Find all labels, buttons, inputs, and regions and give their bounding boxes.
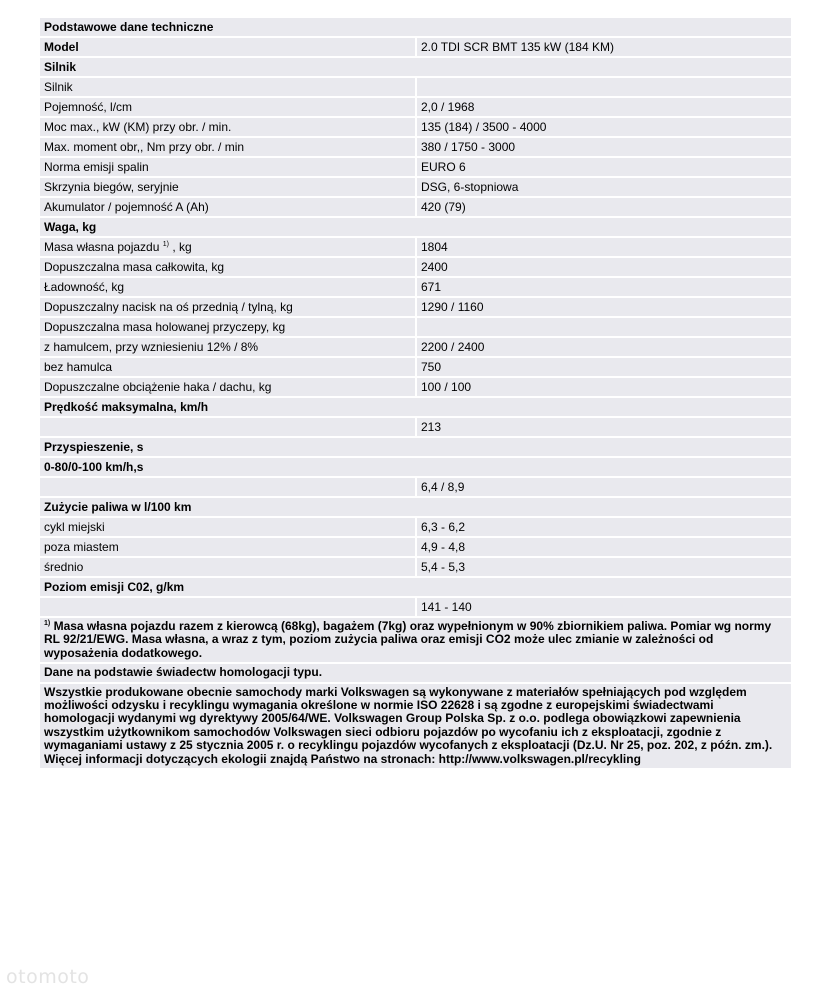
spec-value: 2200 / 2400 (417, 338, 791, 356)
section-header-row (40, 218, 791, 236)
spec-label (40, 298, 415, 316)
spec-label-text: Dopuszczalne obciążenie haka / dachu, kg (44, 380, 272, 394)
section-header-label: Przyspieszenie, s (44, 440, 144, 454)
spec-label-text: cykl miejski (44, 520, 105, 534)
spec-label (40, 258, 415, 276)
spec-value: 6,3 - 6,2 (417, 518, 791, 536)
spec-row (40, 338, 791, 356)
spec-value (417, 78, 791, 96)
spec-value: 420 (79) (417, 198, 791, 216)
spec-value: 141 - 140 (417, 598, 791, 616)
spec-value: 380 / 1750 - 3000 (417, 138, 791, 156)
spec-row (40, 598, 791, 616)
spec-label-text: Skrzynia biegów, seryjnie (44, 180, 179, 194)
section-header-row (40, 18, 791, 36)
spec-value: 4,9 - 4,8 (417, 538, 791, 556)
section-header-row (40, 578, 791, 596)
spec-row (40, 558, 791, 576)
footnote-ref: 1) (162, 241, 169, 248)
spec-label (40, 338, 415, 356)
watermark-logo: otomoto (6, 966, 90, 988)
spec-row (40, 318, 791, 336)
section-header-row (40, 458, 791, 476)
spec-row (40, 238, 791, 256)
section-header-row (40, 58, 791, 76)
section-header-row (40, 498, 791, 516)
spec-value: 1804 (417, 238, 791, 256)
spec-label (40, 238, 415, 256)
section-header-row (40, 438, 791, 456)
spec-label (40, 418, 415, 436)
spec-value: EURO 6 (417, 158, 791, 176)
spec-label (40, 138, 415, 156)
spec-label-text: poza miastem (44, 540, 119, 554)
footnote-text: Masa własna pojazdu razem z kierowcą (68kg), bagażem (7kg) oraz wypełnionym w 90% zbiornikiem paliwa. Pomiar wg normy RL 92/21/EWG. Masa własna, a wraz z tym, poziom zużycia paliwa oraz emisji CO2 może ulec zmianie w zależności od wyposażenia dodatkowego. (44, 619, 772, 660)
spec-value: 6,4 / 8,9 (417, 478, 791, 496)
footnote (40, 618, 791, 662)
spec-row (40, 478, 791, 496)
spec-label-text: Moc max., kW (KM) przy obr. / min. (44, 120, 232, 134)
spec-row (40, 418, 791, 436)
spec-label-text: Akumulator / pojemność A (Ah) (44, 200, 209, 214)
spec-label (40, 358, 415, 376)
spec-row (40, 278, 791, 296)
spec-label-text: Model (44, 40, 79, 54)
spec-value: 135 (184) / 3500 - 4000 (417, 118, 791, 136)
section-header-row (40, 398, 791, 416)
spec-value: 2.0 TDI SCR BMT 135 kW (184 KM) (417, 38, 791, 56)
section-header-label: Poziom emisji C02, g/km (44, 580, 185, 594)
section-header-label: Prędkość maksymalna, km/h (44, 400, 209, 414)
spec-label (40, 178, 415, 196)
spec-row (40, 138, 791, 156)
spec-label (40, 198, 415, 216)
spec-label-text: bez hamulca (44, 360, 113, 374)
spec-label (40, 558, 415, 576)
section-header-label: Zużycie paliwa w l/100 km (44, 500, 192, 514)
spec-label-text: średnio (44, 560, 84, 574)
spec-row (40, 98, 791, 116)
spec-value: 1290 / 1160 (417, 298, 791, 316)
spec-value: 2400 (417, 258, 791, 276)
spec-label-suffix: , kg (172, 240, 192, 254)
section-header-label: 0-80/0-100 km/h,s (44, 460, 144, 474)
spec-label-text: Silnik (44, 80, 73, 94)
spec-row (40, 78, 791, 96)
spec-value: 750 (417, 358, 791, 376)
spec-label-text: Dopuszczalna masa całkowita, kg (44, 260, 225, 274)
spec-label-text: Norma emisji spalin (44, 160, 149, 174)
spec-value: 2,0 / 1968 (417, 98, 791, 116)
spec-row (40, 158, 791, 176)
spec-row (40, 518, 791, 536)
spec-label (40, 598, 415, 616)
spec-row (40, 538, 791, 556)
spec-label (40, 158, 415, 176)
spec-label (40, 478, 415, 496)
footnote-marker: 1) (44, 620, 51, 627)
spec-value: 5,4 - 5,3 (417, 558, 791, 576)
spec-table (40, 18, 791, 770)
spec-value: 100 / 100 (417, 378, 791, 396)
spec-label-text: z hamulcem, przy wzniesieniu 12% / 8% (44, 340, 259, 354)
spec-label (40, 538, 415, 556)
section-header-label: Podstawowe dane techniczne (44, 20, 214, 34)
spec-label (40, 278, 415, 296)
spec-label-text: Dopuszczalna masa holowanej przyczepy, kg (44, 320, 286, 334)
spec-label (40, 318, 415, 336)
spec-value (417, 318, 791, 336)
homologation-note: Dane na podstawie świadectw homologacji typu. (40, 664, 791, 681)
spec-row (40, 178, 791, 196)
spec-label-text: Max. moment obr,, Nm przy obr. / min (44, 140, 245, 154)
section-header-label: Waga, kg (44, 220, 97, 234)
spec-value: 671 (417, 278, 791, 296)
spec-label (40, 38, 415, 56)
spec-row (40, 38, 791, 56)
spec-label-text: Ładowność, kg (44, 280, 125, 294)
spec-row (40, 358, 791, 376)
recycling-note: Wszystkie produkowane obecnie samochody marki Volkswagen są wykonywane z materiałów spełniających pod względem możliwości odzysku i recyklingu wymagania określone w normie ISO 22628 i są zgodne z europejskimi świadectwami homologacji wydanymi wg dyrektywy 2005/64/WE. Volkswagen Group Polska Sp. z o.o. podlega obowiązkowi zapewnienia wszystkim użytkownikom samochodów Volkswagen sieci odbioru pojazdów po wycofaniu ich z eksploatacji, zgodnie z wymaganiami ustawy z 25 stycznia 2005 r. o recyklingu pojazdów wycofanych z eksploatacji (Dz.U. Nr 25, poz. 202, z późn. zm.). Więcej informacji dotyczących ekologii znajdą Państwo na stronach: http://www.volkswagen.pl/recykling (40, 684, 791, 768)
spec-label (40, 98, 415, 116)
spec-row (40, 298, 791, 316)
spec-label-text: Dopuszczalny nacisk na oś przednią / tylną, kg (44, 300, 293, 314)
spec-value: DSG, 6-stopniowa (417, 178, 791, 196)
section-header-label: Silnik (44, 60, 77, 74)
spec-row (40, 378, 791, 396)
spec-row (40, 198, 791, 216)
spec-value: 213 (417, 418, 791, 436)
spec-label (40, 518, 415, 536)
spec-label-text: Masa własna pojazdu (44, 240, 160, 254)
spec-label-text: Pojemność, l/cm (44, 100, 133, 114)
spec-row (40, 258, 791, 276)
spec-label (40, 78, 415, 96)
spec-label (40, 378, 415, 396)
spec-label (40, 118, 415, 136)
spec-row (40, 118, 791, 136)
